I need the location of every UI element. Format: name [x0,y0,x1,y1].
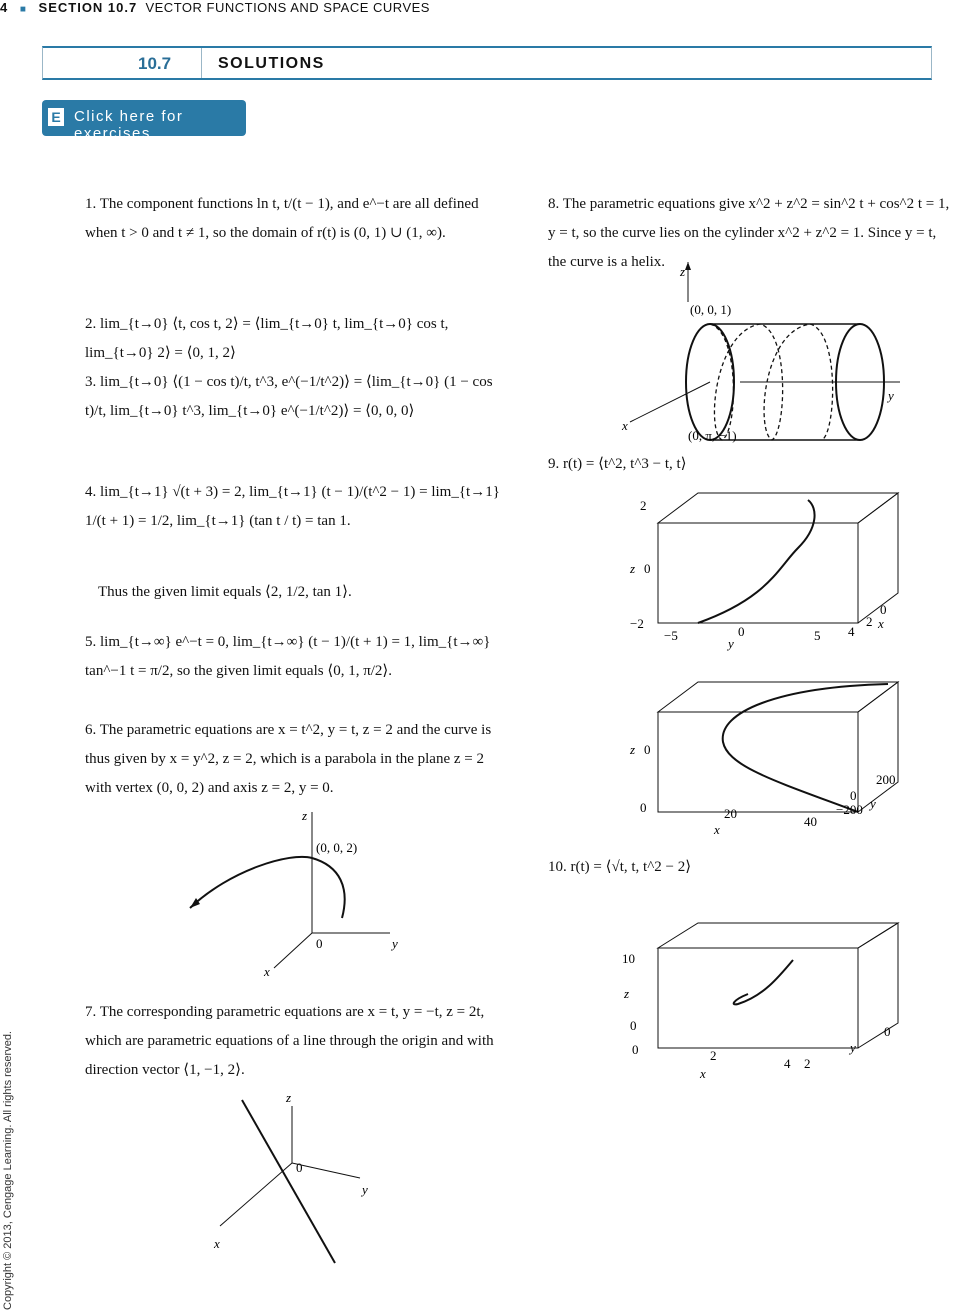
y-label: y [850,1040,856,1055]
solution-1: 1. The component functions ln t, t/(t − 1), and e^−t are all defined when t > 0 and t ≠ 1, so the domain of r(t) is (0, 1) ∪ (1, ∞). [85,196,479,241]
z-label: z [302,808,308,823]
x-label: x [700,1066,706,1081]
z-tick-0: 0 [630,1018,637,1033]
z-arrow-icon [685,262,691,270]
solution-3: 3. lim_{t→0} ⟨(1 − cos t)/t, t^3, e^(−1/t^2)⟩ = ⟨lim_{t→0} (1 − cos t)/t, lim_{t→0} t^3, lim_{t→0} e^(−1/t^2)⟩ = ⟨0, 0, 0⟩ [85,374,493,419]
solutions-title-box [42,46,932,80]
solution-6: 6. The parametric equations are x = t^2, y = t, z = 2 and the curve is thus given by x = y^2, z = 2, which is a parabola in the plane z = 2 with vertex (0, 0, 2) and axis z = 2, y = 0. [85,722,492,796]
box-side [858,682,898,812]
x-label: x [714,822,720,837]
figure-6-parabola [180,808,420,983]
x-tick-2: 2 [710,1048,717,1063]
exercises-link-button[interactable] [42,100,246,142]
box-side [858,923,898,1048]
copyright-notice [0,1031,14,1310]
y-tick-minus200: −200 [836,802,863,817]
x-tick-40: 40 [804,814,817,829]
y-tick-minus5: −5 [664,628,678,643]
copyright-text: Copyright © 2013, Cengage Learning. All rights reserved. [2,1031,14,1310]
solution-2: 2. lim_{t→0} ⟨t, cos t, 2⟩ = ⟨lim_{t→0} t, lim_{t→0} cos t, lim_{t→0} 2⟩ = ⟨0, 1, 2⟩ [85,316,449,361]
curve-9a [698,500,815,623]
box-top [658,493,898,523]
z-label: z [286,1090,292,1105]
x-tick-0: 0 [880,602,887,617]
x-axis [274,933,312,968]
y-tick-5: 5 [814,628,821,643]
box-front [658,948,858,1048]
curve-9b [723,684,888,812]
running-header [0,0,430,15]
y-label: y [870,796,876,811]
y-tick-minus2: −2 [630,616,644,631]
box-side [858,493,898,623]
box-front [658,712,858,812]
square-bullet-icon: ■ [19,4,27,15]
x-label: x [214,1236,220,1251]
y-label: y [362,1182,368,1197]
y-tick-0: 0 [850,788,857,803]
x-tick-4: 4 [848,624,855,639]
solution-4: 4. lim_{t→1} √(t + 3) = 2, lim_{t→1} (t − 1)/(t^2 − 1) = lim_{t→1} 1/(t + 1) = 1/2, lim_{t→1} (tan t / t) = tan 1. [85,484,500,529]
y-label: y [888,388,894,403]
section-label: SECTION 10.7 [38,0,138,15]
figure-9b-box [618,672,908,842]
figure-10-box [618,918,908,1086]
y-tick-0: 0 [738,624,745,639]
exercise-e-icon: E [48,108,64,126]
z-tick-2: 2 [640,498,647,513]
z-label: z [630,742,636,757]
box-top [658,923,898,948]
x-tick-0: 0 [640,800,647,815]
box-front [658,523,858,623]
x-tick-0: 0 [632,1042,639,1057]
x-axis [220,1163,292,1226]
y-tick-2: 2 [804,1056,811,1071]
origin-label: 0 [316,936,323,951]
y-label: y [392,936,398,951]
figure-9a-box [618,488,908,658]
y-label: y [728,636,734,651]
solution-9: 9. r(t) = ⟨t^2, t^3 − t, t⟩ [548,456,687,472]
parabola-curve [190,857,345,918]
curve-10 [734,960,793,1004]
z-tick-0: 0 [644,742,651,757]
page-number: 4 [0,0,8,15]
section-title: VECTOR FUNCTIONS AND SPACE CURVES [145,0,430,15]
top-point-label: (0, 0, 1) [690,302,732,317]
title-divider [201,48,202,78]
origin-label: 0 [296,1160,303,1175]
x-tick-2: 2 [866,614,873,629]
y-tick-0: 0 [884,1024,891,1039]
x-label: x [264,964,270,979]
helix-figure [610,262,910,447]
figure-7-line [200,1088,390,1268]
z-tick-0: 0 [644,561,651,576]
line-7 [242,1100,335,1263]
exercises-link-label: Click here for exercises. [74,108,184,142]
solution-10: 10. r(t) = ⟨√t, t, t^2 − 2⟩ [548,859,692,875]
solution-7: 7. The corresponding parametric equations are x = t, y = −t, z = 2t, which are parametric equations of a line through the origin and with direction vector ⟨1, −1, 2⟩. [85,1004,494,1078]
x-tick-20: 20 [724,806,737,821]
title-label: SOLUTIONS [218,55,325,72]
title-section-number: 10.7 [138,54,172,73]
solution-5: 5. lim_{t→∞} e^−t = 0, lim_{t→∞} (t − 1)/(t + 1) = 1, lim_{t→∞} tan^−1 t = π/2, so the given limit equals ⟨0, 1, π/2⟩. [85,634,491,679]
x-axis [630,382,710,422]
point-label: (0, 0, 2) [316,840,358,855]
x-label: x [622,418,628,433]
bottom-point-label: (0, π, −1) [688,428,737,443]
z-label: z [630,561,636,576]
z-label: z [624,986,630,1001]
x-tick-4: 4 [784,1056,791,1071]
solution-4-conclusion: Thus the given limit equals ⟨2, 1/2, tan 1⟩. [98,584,352,600]
x-label: x [878,616,884,631]
z-tick-10: 10 [622,951,635,966]
y-tick-200: 200 [876,772,896,787]
z-label: z [680,264,686,279]
solution-8: 8. The parametric equations give x^2 + z^2 = sin^2 t + cos^2 t = 1, y = t, so the curve lies on the cylinder x^2 + z^2 = 1. Since y = t, the curve is a helix. [548,196,950,270]
